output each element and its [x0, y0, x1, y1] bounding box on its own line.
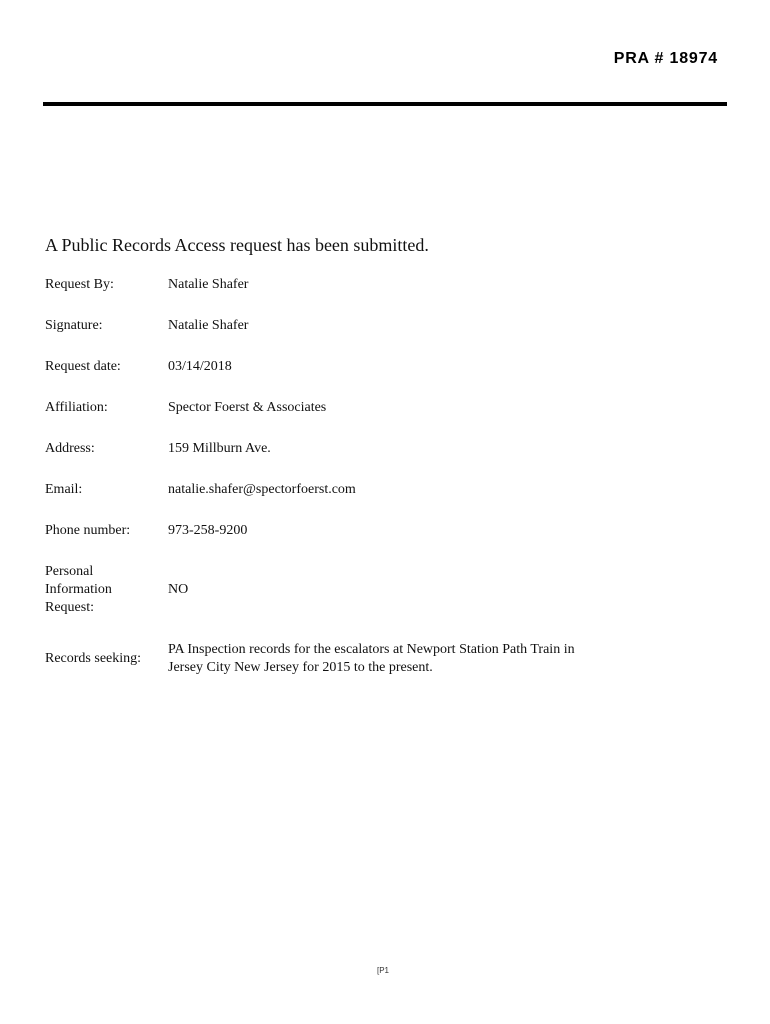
email-value: natalie.shafer@spectorfoerst.com — [168, 482, 356, 497]
request-date-label: Request date: — [45, 359, 121, 374]
address-value: 159 Millburn Ave. — [168, 441, 271, 456]
personal-info-label-line: Information — [45, 582, 112, 597]
email-label: Email: — [45, 482, 83, 497]
request-by-value: Natalie Shafer — [168, 277, 249, 292]
personal-info-value: NO — [168, 582, 189, 597]
header-rule — [43, 102, 727, 106]
phone-value: 973-258-9200 — [168, 523, 248, 538]
personal-info-label — [45, 563, 155, 617]
address-label: Address: — [45, 441, 95, 456]
request-by-label: Request By: — [45, 277, 114, 292]
pra-number: PRA # 18974 — [613, 50, 718, 67]
affiliation-label: Affiliation: — [45, 400, 108, 415]
personal-info-label-line: Personal — [45, 564, 94, 579]
signature-value: Natalie Shafer — [168, 318, 249, 333]
affiliation-value: Spector Foerst & Associates — [168, 400, 327, 415]
page-marker: [P1 — [377, 966, 390, 975]
signature-label: Signature: — [45, 318, 103, 333]
records-seeking-label: Records seeking: — [45, 651, 142, 666]
phone-label: Phone number: — [45, 523, 131, 538]
records-seeking-value — [168, 641, 575, 677]
page-title: A Public Records Access request has been submitted. — [45, 235, 429, 255]
personal-info-label-line: Request: — [45, 600, 94, 615]
records-seeking-line: PA Inspection records for the escalators at Newport Station Path Train in — [168, 642, 575, 657]
records-seeking-line: Jersey City New Jersey for 2015 to the present. — [168, 660, 433, 675]
request-date-value: 03/14/2018 — [168, 359, 232, 374]
